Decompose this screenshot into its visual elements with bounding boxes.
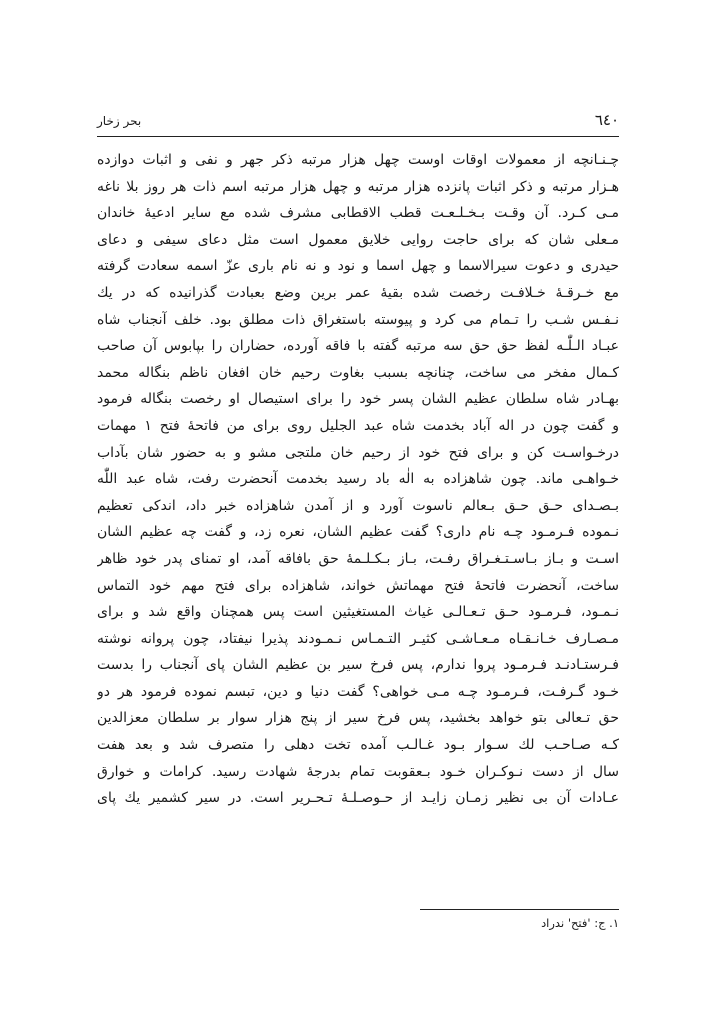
text-line: هـزار مرتبه و ذکر اثبات پانزده هزار مرتبه و چهل هزار مرتبه اسم ذات هر روز بلا ناغه	[97, 178, 619, 195]
header-divider	[97, 136, 619, 137]
text-line: مع خـرقـهٔ خـلافـت رخصت شده بقیهٔ عمر برین وضع بعبادت گذرانیده که در یك	[97, 284, 619, 301]
page-number: ٦٤٠	[594, 111, 619, 129]
page-header	[97, 110, 619, 132]
text-line: نـفـس شـب را تـمام می کرد و پیوسته باستغراق ذات مطلق بود. خلف آنجناب شاه	[97, 311, 619, 328]
text-line: فـرستـادنـد فـرمـود پروا ندارم، پس فرخ سیر بن عظیم الشان پای آنجناب را بدست	[97, 657, 619, 674]
text-line: خـواهـی ماند. چون شاهزاده به الٰه باد رسید بخدمت آنحضرت رفت، شاه عبد اللّٰه	[97, 471, 619, 488]
footnote-divider	[420, 909, 619, 910]
text-line: عبـاد الـلّٰـه لفظ حق حق سه مرتبه گفته با فاقه آورده، حضاران را بپابوس آن صاحب	[97, 338, 619, 355]
running-title: بحر زخار	[97, 114, 142, 128]
footnote: ١. ج: 'فتح' ندراد	[541, 916, 619, 930]
text-line: نـموده فـرمـود چـه نام داری؟ گفت عظیم الشان، نعره زد، و گفت چه عظیم الشان	[97, 524, 619, 541]
body-text	[97, 147, 619, 812]
text-line: حق تـعالی بتو خواهد بخشید، پس فرخ سیر از پنج هزار سوار بر سلطان معزالدین	[97, 710, 619, 727]
text-line: سال از دست نـوکـران خـود بـعقوبت تمام بدرجهٔ شهادت رسید. کرامات و خوارق	[97, 763, 619, 780]
text-line: و گفت چون در اله آباد بخدمت شاه عبد الجلیل روی برای من فاتحهٔ فتح ١ مهمات	[97, 417, 619, 434]
text-line: نـمـود، فـرمـود حـق تـعـالـی غیاث المستغیثین است پس همچنان واقع شد و برای	[97, 604, 619, 621]
text-line: مـعلی شان که برای حاجت روایی خلایق معمول است مثل دعای سیفی و دعای	[97, 231, 619, 248]
text-line: مـصـارف خـانـقـاه مـعـاشـی کثیـر التـمـاس نـمـودند پذیرا نیفتاد، چون پروانه نوشته	[97, 630, 619, 647]
text-line: بهـادر شاه سلطان عظیم الشان پسر خود را برای استیصال او رخصت بنگاله فرمود	[97, 391, 619, 408]
text-line: ساخت، آنحضرت فاتحهٔ فتح مهماتش خواند، شاهزاده برای فتح مهم خود التماس	[97, 577, 619, 594]
text-line: عـادات آن بی نظیر زمـان زایـد از حـوصـلـهٔ تـحـریر است. در سیر کشمیر یك پای	[97, 790, 619, 807]
text-line: حیدری و دعوت سیرالاسما و چهل اسما و نود و نه نام باری عزّ اسمه سعادت گرفته	[97, 258, 619, 275]
text-line: کـمال مفخر می ساخت، چنانچه بسبب بغاوت رحیم خان افغان ناظم بنگاله محمد	[97, 364, 619, 381]
text-line: درخـواسـت کن و برای فتح خود از رحیم خان ملتجی مشو و به حضور شان بآداب	[97, 444, 619, 461]
text-line: بـصـدای حـق حـق بـعالم ناسوت آورد و از آمدن شاهزاده خبر داد، اندکی تعظیم	[97, 497, 619, 514]
text-line: خـود گـرفـت، فـرمـود چـه مـی خواهی؟ گفت دنیا و دین، تبسم نموده فرمود هر دو	[97, 683, 619, 700]
text-line: اسـت و بـاز بـاسـتـغـراق رفـت، بـاز بـکـلـمهٔ حق بافاقه آمد، او تمنای پدر خود ظاهر	[97, 550, 619, 567]
text-line: کـه صـاحـب لك سـوار بـود غـالـب آمده تخت دهلی را متصرف شد و بعد هفت	[97, 737, 619, 754]
text-line: چـنـانچه از معمولات اوقات اوست چهل هزار مرتبه ذکر جهر و نفی و اثبات دوازده	[97, 152, 619, 168]
text-line: مـی کـرد. آن وقـت بـخـلـعـت قطب الاقطابی مشرف شده مع سایر ادعیهٔ خاندان	[97, 205, 619, 222]
